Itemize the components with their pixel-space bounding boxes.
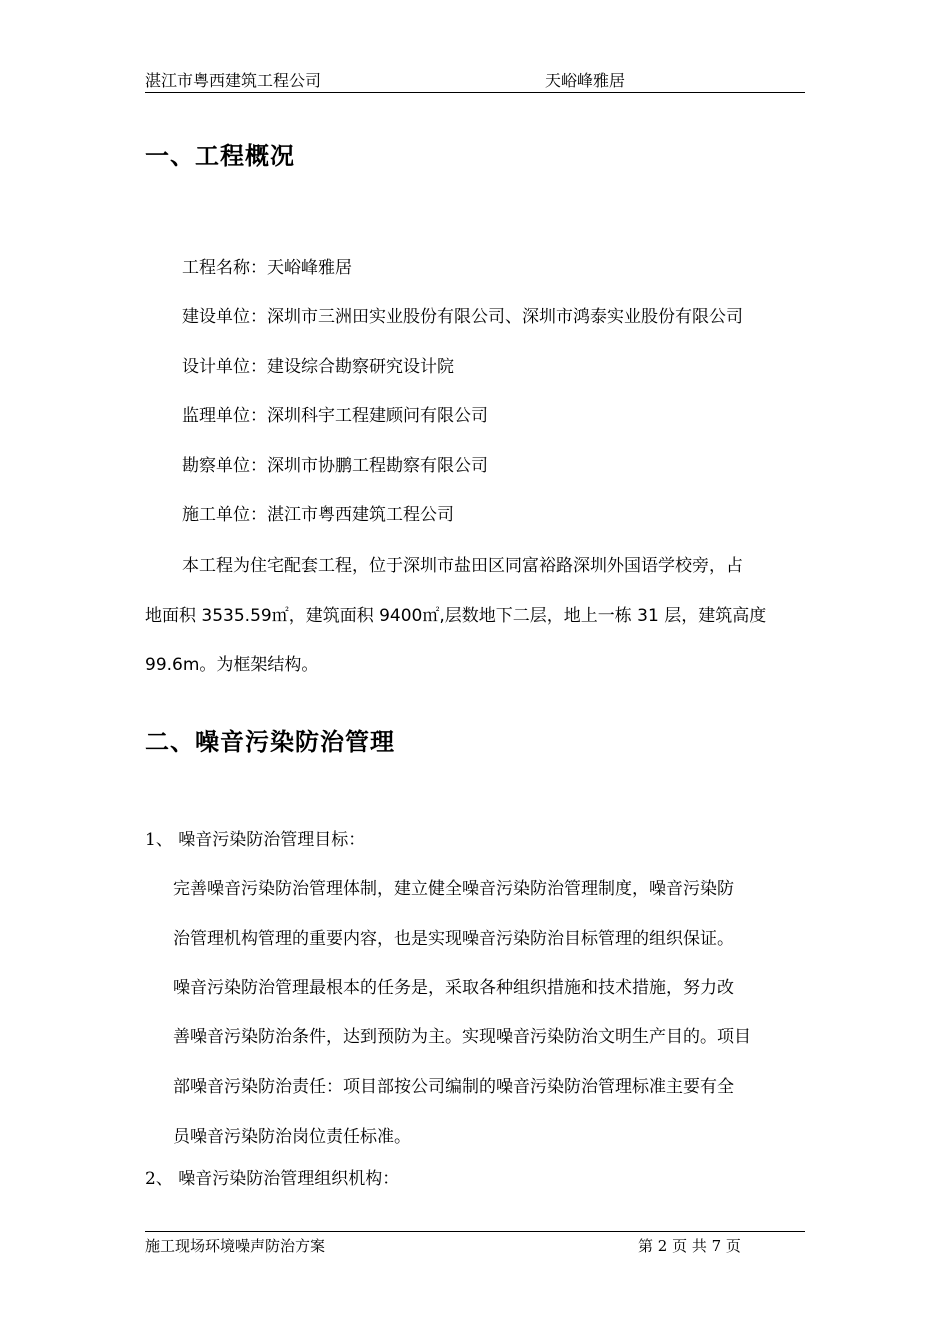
info-line: 建设单位：深圳市三洲田实业股份有限公司、深圳市鸿泰实业股份有限公司	[182, 307, 743, 327]
page-header	[145, 66, 805, 93]
item1-title: 1、 噪音污染防治管理目标：	[145, 830, 366, 850]
section2-title: 二、噪音污染防治管理	[145, 728, 395, 756]
info-line: 设计单位：建设综合勘察研究设计院	[182, 357, 454, 377]
item1-line: 治管理机构管理的重要内容，也是实现噪音污染防治目标管理的组织保证。	[173, 929, 734, 949]
desc-line: 本工程为住宅配套工程，位于深圳市盐田区同富裕路深圳外国语学校旁，占	[182, 556, 743, 576]
item1-line: 噪音污染防治管理最根本的任务是，采取各种组织措施和技术措施，努力改	[173, 978, 734, 998]
header-company: 湛江市粤西建筑工程公司	[145, 71, 322, 90]
item1-line: 部噪音污染防治责任：项目部按公司编制的噪音污染防治管理标准主要有全	[173, 1077, 734, 1097]
desc-line: 99.6m。为框架结构。	[145, 655, 319, 675]
item2-title: 2、 噪音污染防治管理组织机构：	[145, 1169, 400, 1189]
item1-line: 善噪音污染防治条件，达到预防为主。实现噪音污染防治文明生产目的。项目	[173, 1027, 751, 1047]
item1-line: 员噪音污染防治岗位责任标准。	[173, 1127, 411, 1147]
page-footer	[145, 1231, 805, 1255]
item1-line: 完善噪音污染防治管理体制，建立健全噪音污染防治管理制度，噪音污染防	[173, 879, 734, 899]
info-line: 监理单位：深圳科宇工程建顾问有限公司	[182, 406, 488, 426]
info-line: 勘察单位：深圳市协鹏工程勘察有限公司	[182, 456, 488, 476]
footer-doc-title: 施工现场环境噪声防治方案	[145, 1237, 326, 1255]
info-line: 施工单位：湛江市粤西建筑工程公司	[182, 505, 454, 525]
header-project: 天峪峰雅居	[545, 71, 626, 90]
desc-line: 地面积 3535.59㎡，建筑面积 9400㎡,层数地下二层，地上一栋 31 层，建筑高度	[145, 606, 767, 626]
footer-page-info: 第 2 页 共 7 页	[638, 1237, 741, 1255]
section1-title: 一、工程概况	[145, 142, 295, 170]
info-line: 工程名称：天峪峰雅居	[182, 258, 352, 278]
